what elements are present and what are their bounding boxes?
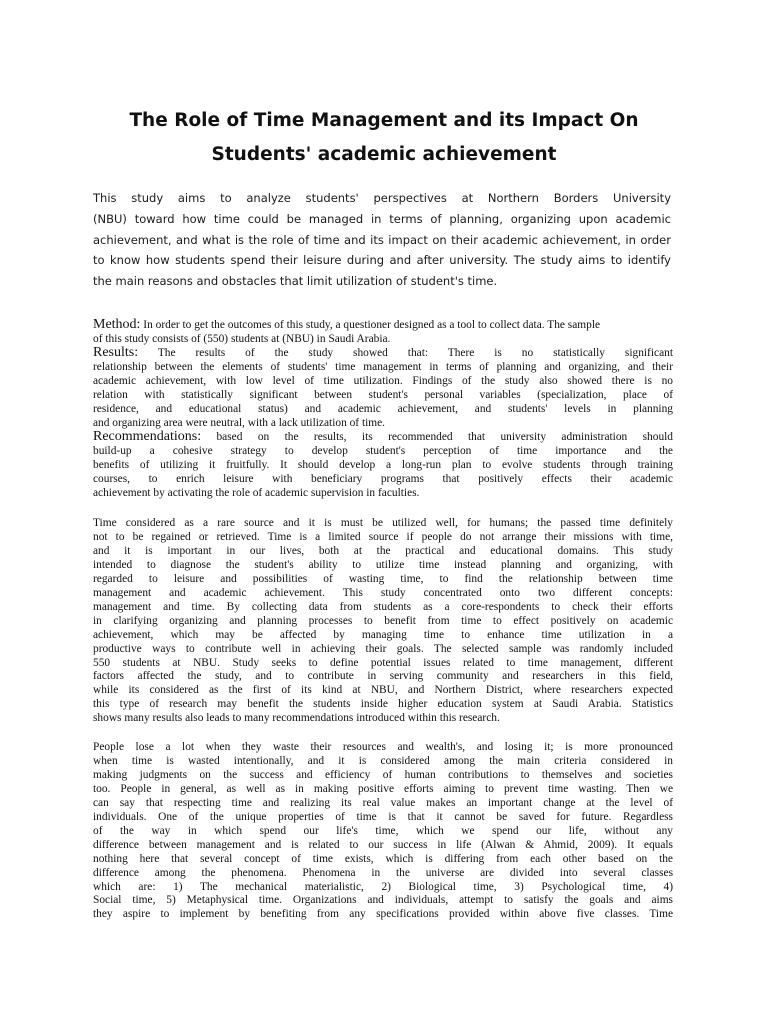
method-text: of this study consists of (550) students at (NBU) in Saudi Arabia. <box>93 333 391 345</box>
method-section <box>93 318 673 346</box>
recommendations-text: benefits of utilizing it fruitfully. It should develop a long-run plan to evolve students through training <box>93 459 673 471</box>
recommendations-text: courses, to enrich leisure with beneficiary programs that positively effects their academic <box>93 473 673 485</box>
paragraph-line: in clarifying organizing and planning processes to benefit from time to effect positively on academic <box>93 614 673 627</box>
paragraph-line: Social time, 5) Metaphysical time. Organizations and individuals, attempt to satisfy the goals and aims <box>93 894 673 907</box>
method-label: Method: <box>93 318 141 332</box>
paragraph-line: regarded to leisure and possibilities of wasting time, to find the relationship between time <box>93 572 673 585</box>
results-text: residence, and educational status) and academic achievement, and students' levels in planning <box>93 403 673 415</box>
paragraph-line: achievement, which may be affected by managing time to enhance time utilization in a <box>93 628 673 641</box>
abstract-line: achievement, and what is the role of time and its impact on their academic achievement, in order <box>93 232 671 247</box>
paragraph-line: productive ways to contribute well in achieving their goals. The selected sample was randomly included <box>93 642 673 655</box>
results-section <box>93 346 673 430</box>
paragraph-line: this type of research may benefit the students inside higher education system at Saudi Arabia. Statistics <box>93 698 673 711</box>
paragraph-line: and it is important in our lives, both at the practical and educational domains. This study <box>93 544 673 557</box>
method-text: In order to get the outcomes of this study, a questioner designed as a tool to collect data. The sample <box>140 319 601 331</box>
abstract-line: to know how students spend their leisure during and after university. The study aims to identify <box>93 253 671 268</box>
results-text: relationship between the elements of students' time management in terms of planning and organizing, and their <box>93 361 673 373</box>
paragraph-line: individuals. One of the unique properties of time is that it cannot be saved for future. Regardless <box>93 810 673 823</box>
paragraph-line: People lose a lot when they waste their resources and wealth's, and losing it; is more pronounced <box>93 741 673 753</box>
results-text: and organizing area were neutral, with a lack utilization of time. <box>93 417 386 429</box>
abstract-line: This study aims to analyze students' perspectives at Northern Borders University <box>93 191 671 205</box>
abstract-line: (NBU) toward how time could be managed in terms of planning, organizing upon academic <box>93 211 671 226</box>
body-paragraph-1 <box>93 517 673 726</box>
paragraph-line: 550 students at NBU. Study seeks to define potential issues related to time management, different <box>93 656 673 669</box>
recommendations-section <box>93 430 673 500</box>
paragraph-line: while its considered as the first of its kind at NBU, and Northern District, where researchers expected <box>93 684 673 697</box>
recommendations-text: build-up a cohesive strategy to develop student's perception of time importance and the <box>93 445 673 457</box>
results-text: academic achievement, with low level of time utilization. Findings of the study also showed there is no <box>93 375 673 387</box>
paragraph-line: of the way in which spend our life's time, which we spend our life, without any <box>93 824 673 837</box>
title-line-2: Students' academic achievement <box>211 144 557 165</box>
paragraph-line: intended to diagnose the student's ability to utilize time instead planning and organizing, with <box>93 558 673 571</box>
paragraph-line: management and time. By collecting data from students as a core-respondents to check their efforts <box>93 600 673 613</box>
results-text: relation with statistically significant between student's personal variables (specialization, place of <box>93 389 673 401</box>
paragraph-line: which are: 1) The mechanical materialistic, 2) Biological time, 3) Psychological time, 4) <box>93 880 673 893</box>
paragraph-line: can say that respecting time and realizing its real value makes an important change at the level of <box>93 796 673 809</box>
abstract-line: the main reasons and obstacles that limit utilization of student's time. <box>93 274 498 289</box>
body-paragraph-2 <box>93 741 673 922</box>
title-line-1: The Role of Time Management and its Impact On <box>129 110 639 131</box>
paragraph-line: they aspire to implement by benefiting from any specifications provided within above five classes. Time <box>93 908 673 921</box>
results-label: Results: <box>93 346 139 360</box>
paragraph-line: management and academic achievement. This study concentrated onto two different concepts: <box>93 586 673 599</box>
paragraph-line: too. People in general, as well as in making positive efforts aiming to prevent time wasting. Then we <box>93 782 673 795</box>
recommendations-text: based on the results, its recommended that university administration should <box>201 431 673 443</box>
paragraph-line: factors affected the study, and to contribute in serving community and researchers in this field, <box>93 670 673 683</box>
paragraph-line: nothing here that several concept of time exists, which is differing from each other based on the <box>93 852 673 865</box>
paragraph-line: not to be regained or retrieved. Time is a limited source if people do not arrange their missions with time, <box>93 530 673 543</box>
recommendations-label: Recommendations: <box>93 430 202 444</box>
paragraph-line: difference among the phenomena. Phenomena in the universe are divided into several classes <box>93 866 673 879</box>
paragraph-line: making judgments on the success and efficiency of human contributions to themselves and societies <box>93 768 673 781</box>
paragraph-line: Time considered as a rare source and it is must be utilized well, for humans; the passed time definitely <box>93 517 673 529</box>
summary-sections <box>93 318 673 500</box>
paragraph-line: shows many results also leads to many recommendations introduced within this research. <box>93 712 500 725</box>
abstract <box>93 188 671 292</box>
paragraph-line: difference between management and is related to our success in life (Alwan & Ahmid, 2009). It equals <box>93 838 673 851</box>
recommendations-text: achievement by activating the role of academic supervision in faculties. <box>93 487 420 499</box>
results-text: The results of the study showed that: There is no statistically significant <box>138 347 673 359</box>
paragraph-line: when time is wasted intentionally, and it is considered among the main criteria considered in <box>93 754 673 767</box>
